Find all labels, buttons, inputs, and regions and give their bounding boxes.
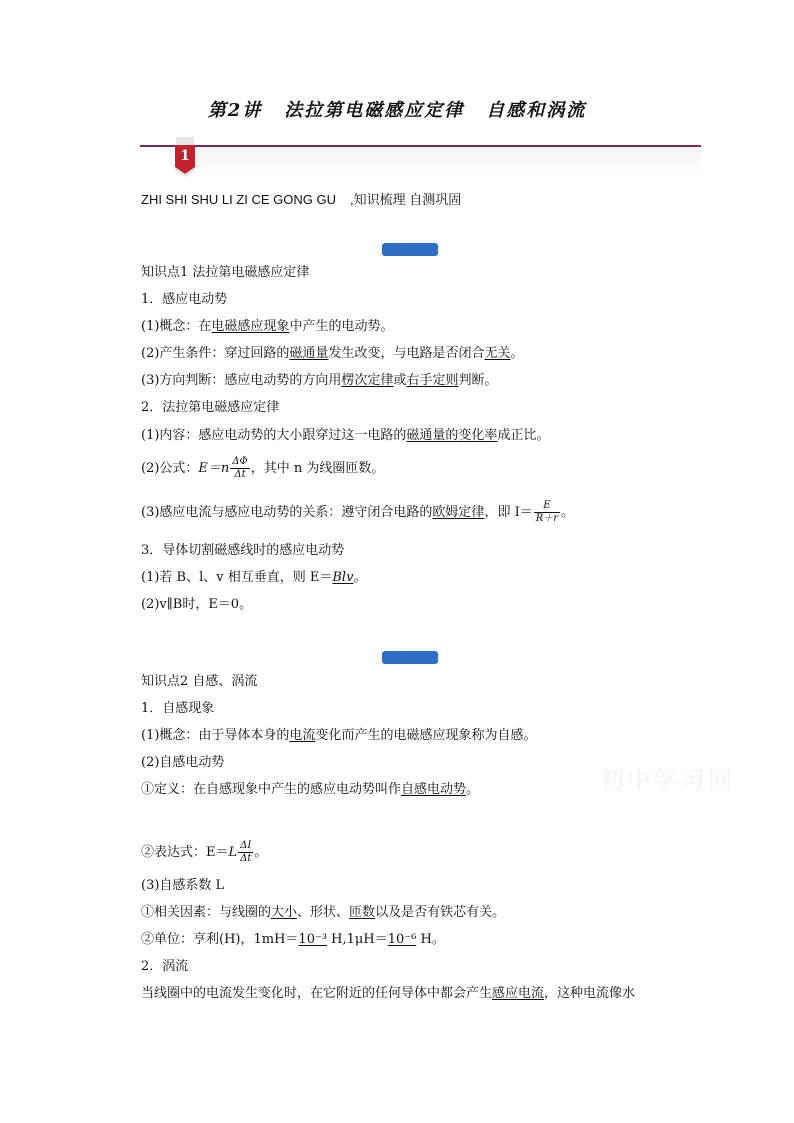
fraction: $\frac{E}{R+r}$ xyxy=(535,500,559,524)
fraction: $\frac{\Delta I}{\Delta t}$ xyxy=(240,840,252,864)
knowledge-point-tag xyxy=(382,243,438,256)
kp2-s3-b: ②单位：亨利(H)，1mH＝10⁻³ H,1μH＝10⁻⁶ H。 xyxy=(141,932,445,947)
kp2-s2-a: ①定义：在自感现象中产生的感应电动势叫作自感电动势。 xyxy=(141,782,480,797)
badge-number: 1 xyxy=(180,148,190,164)
kp2-s3: (3)自感系数 L xyxy=(141,878,225,893)
kp2-heading: 知识点2 自感、涡流 xyxy=(141,674,258,689)
page-title: 第2讲 法拉第电磁感应定律 自感和涡流 xyxy=(207,100,587,121)
section-subtitle: ZHI SHI SHU LI ZI CE GONG GU ,知识梳理 自测巩固 xyxy=(141,192,462,207)
watermark: 初中学习网 xyxy=(600,766,735,794)
kp1-s3-a: (1)若 B、l、v 相互垂直，则 E＝Blv。 xyxy=(141,570,367,585)
knowledge-point-tag xyxy=(382,651,438,664)
kp1-s2-c-formula: (3)感应电流与感应电动势的关系：遵守闭合电路的欧姆定律，即 I＝ $\frac{E}{R+r}$ 。 xyxy=(141,500,575,524)
kp2-eddy-title: 2．涡流 xyxy=(141,959,189,974)
section-divider xyxy=(140,145,701,147)
kp1-heading: 知识点1 法拉第电磁感应定律 xyxy=(141,265,310,280)
fraction: $\frac{\Delta\Phi}{\Delta t}$ xyxy=(232,456,248,480)
kp2-s1-a: (1)概念：由于导体本身的电流变化而产生的电磁感应现象称为自感。 xyxy=(141,728,537,743)
kp2-s2: (2)自感电动势 xyxy=(141,755,225,770)
kp1-s2-b-formula: (2)公式：E＝n $\frac{\Delta\Phi}{\Delta t}$ ，其中 n 为线圈匝数。 xyxy=(141,456,385,480)
kp1-s1-b: (2)产生条件：穿过回路的磁通量发生改变，与电路是否闭合无关。 xyxy=(141,346,524,361)
kp2-s2-b-formula: ②表达式：E＝L $\frac{\Delta I}{\Delta t}$ 。 xyxy=(141,840,268,864)
kp1-s1-a: (1)概念：在电磁感应现象中产生的电动势。 xyxy=(141,319,394,334)
kp1-s3-title: 3．导体切割磁感线时的感应电动势 xyxy=(141,543,345,558)
section-number-badge xyxy=(174,137,196,177)
kp1-s2-title: 2．法拉第电磁感应定律 xyxy=(141,400,280,415)
kp2-eddy-a: 当线圈中的电流发生变化时，在它附近的任何导体中都会产生感应电流，这种电流像水 xyxy=(141,986,636,1001)
kp1-s3-b: (2)v∥B时，E＝0。 xyxy=(141,597,253,612)
kp1-s2-a: (1)内容：感应电动势的大小跟穿过这一电路的磁通量的变化率成正比。 xyxy=(141,428,550,443)
kp2-s3-a: ①相关因素：与线圈的大小、形状、匝数以及是否有铁芯有关。 xyxy=(141,905,506,920)
kp2-s1-title: 1．自感现象 xyxy=(141,701,215,716)
section-banner-shade xyxy=(196,147,701,179)
kp1-s1-title: 1．感应电动势 xyxy=(141,292,228,307)
kp1-s1-c: (3)方向判断：感应电动势的方向用楞次定律或右手定则判断。 xyxy=(141,373,498,388)
